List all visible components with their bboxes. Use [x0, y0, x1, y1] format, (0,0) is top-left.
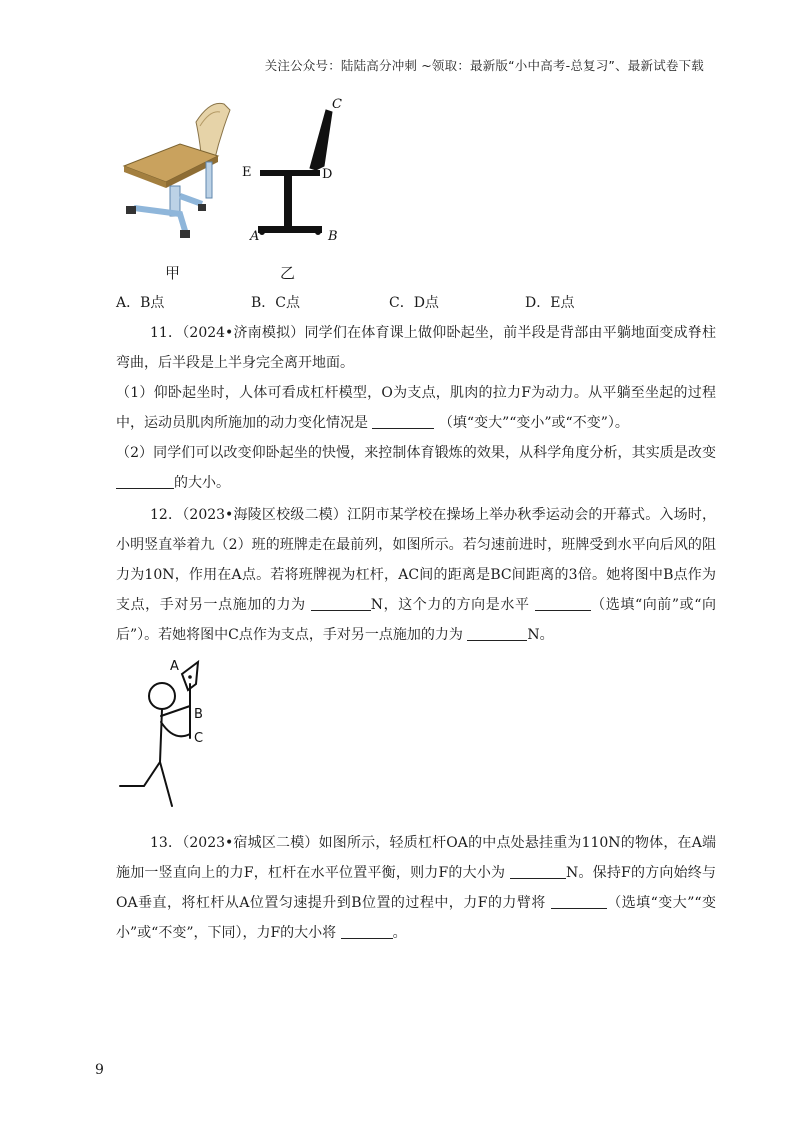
point-a-label: A: [170, 659, 179, 674]
q13-text-d: 。: [392, 925, 407, 941]
q11-blank-1[interactable]: [372, 412, 434, 429]
point-b-label: B: [194, 707, 203, 722]
caption-yi: 乙: [280, 264, 296, 282]
chair-photo: [124, 103, 230, 238]
question-11: [116, 318, 716, 498]
choice-a[interactable]: A．B点: [116, 295, 165, 311]
q12-text-a: 12．（2023•海陵区校级二模）江阴市某学校在操场上举办秋季运动会的开幕式。入场时，小明竖直举着九（2）班的班牌走在最前列，如图所示。若匀速前进时，班牌受到水平向后风的阻力为10N，作用在A点。若将班牌视为杠杆，AC间的距离是BC间距离的3倍。她将图中B点作为支点，手对另一点施加的力为: [116, 507, 716, 613]
q11-intro: 11．（2024•济南模拟）同学们在体育课上做仰卧起坐，前半段是背部由平躺地面变成脊柱弯曲，后半段是上半身完全离开地面。: [116, 325, 716, 371]
point-e-label: E: [242, 165, 252, 180]
flag-bearer-drawing: [110, 650, 240, 810]
q11-part1-text: （1）仰卧起坐时，人体可看成杠杆模型，O为支点，肌肉的拉力F为动力。从平躺至坐起的过程中，运动员肌肉所施加的动力变化情况是: [116, 385, 716, 431]
q10-choices: [116, 292, 716, 312]
page-number: 9: [95, 1062, 104, 1078]
page-header: 关注公众号：陆陆高分冲刺 ~领取：最新版“小中高考-总复习”、最新试卷下载: [264, 58, 704, 73]
q12-text-b: N，这个力的方向是水平: [370, 597, 530, 613]
point-a-label: A: [250, 229, 260, 244]
q12-text-c: （选填“向前”或“向后”）。若她将图中C点作为支点，手对另一点施加的力为: [116, 597, 716, 643]
choice-d[interactable]: D．E点: [525, 295, 575, 311]
choice-c[interactable]: C．D点: [389, 295, 439, 311]
choice-b[interactable]: B．C点: [251, 295, 300, 311]
q11-part1: [116, 378, 716, 438]
q12-blank-2[interactable]: [535, 594, 591, 611]
point-c-label: C: [332, 97, 342, 112]
q12-blank-3[interactable]: [467, 624, 527, 641]
chair-silhouette: [258, 110, 332, 235]
question-12: [116, 500, 716, 650]
q11-part2-suffix: 的大小。: [174, 475, 230, 491]
q13-blank-1[interactable]: [510, 862, 566, 879]
chair-figure: [110, 96, 370, 250]
point-d-label: D: [322, 167, 333, 182]
q13-blank-2[interactable]: [551, 892, 607, 909]
caption-jia: 甲: [165, 264, 181, 282]
q11-part2: [116, 438, 716, 498]
point-b-label: B: [328, 229, 338, 244]
q11-part2-text: （2）同学们可以改变仰卧起坐的快慢，来控制体育锻炼的效果，从科学角度分析，其实质是改变: [116, 445, 716, 461]
q11-blank-2[interactable]: [116, 472, 174, 489]
q12-blank-1[interactable]: [311, 594, 371, 611]
flag-bearer-figure: [110, 650, 240, 814]
q13-text-a: 13．（2023•宿城区二模）如图所示，轻质杠杆OA的中点处悬挂重为110N的物体，在A端施加一竖直向上的力F，杠杆在水平位置平衡，则力F的大小为: [116, 835, 716, 881]
q11-part1-suffix: （填“变大”“变小”或“不变”）。: [438, 415, 629, 431]
q12-text-d: N。: [527, 627, 554, 643]
q13-blank-3[interactable]: [341, 922, 393, 939]
question-13: [116, 828, 716, 948]
point-c-label: C: [194, 731, 204, 746]
q13-text-b: N。保持F的方向始终与OA垂直，将杠杆从A位置匀速提升到B位置的过程中，力F的力臂将: [116, 865, 717, 911]
q12-text: [116, 500, 716, 650]
q13-text: [116, 828, 716, 948]
chair-drawings: [110, 96, 370, 246]
q13-text-c: （选填“变大”“变小”或“不变”，下同），力F的大小将: [116, 895, 716, 941]
